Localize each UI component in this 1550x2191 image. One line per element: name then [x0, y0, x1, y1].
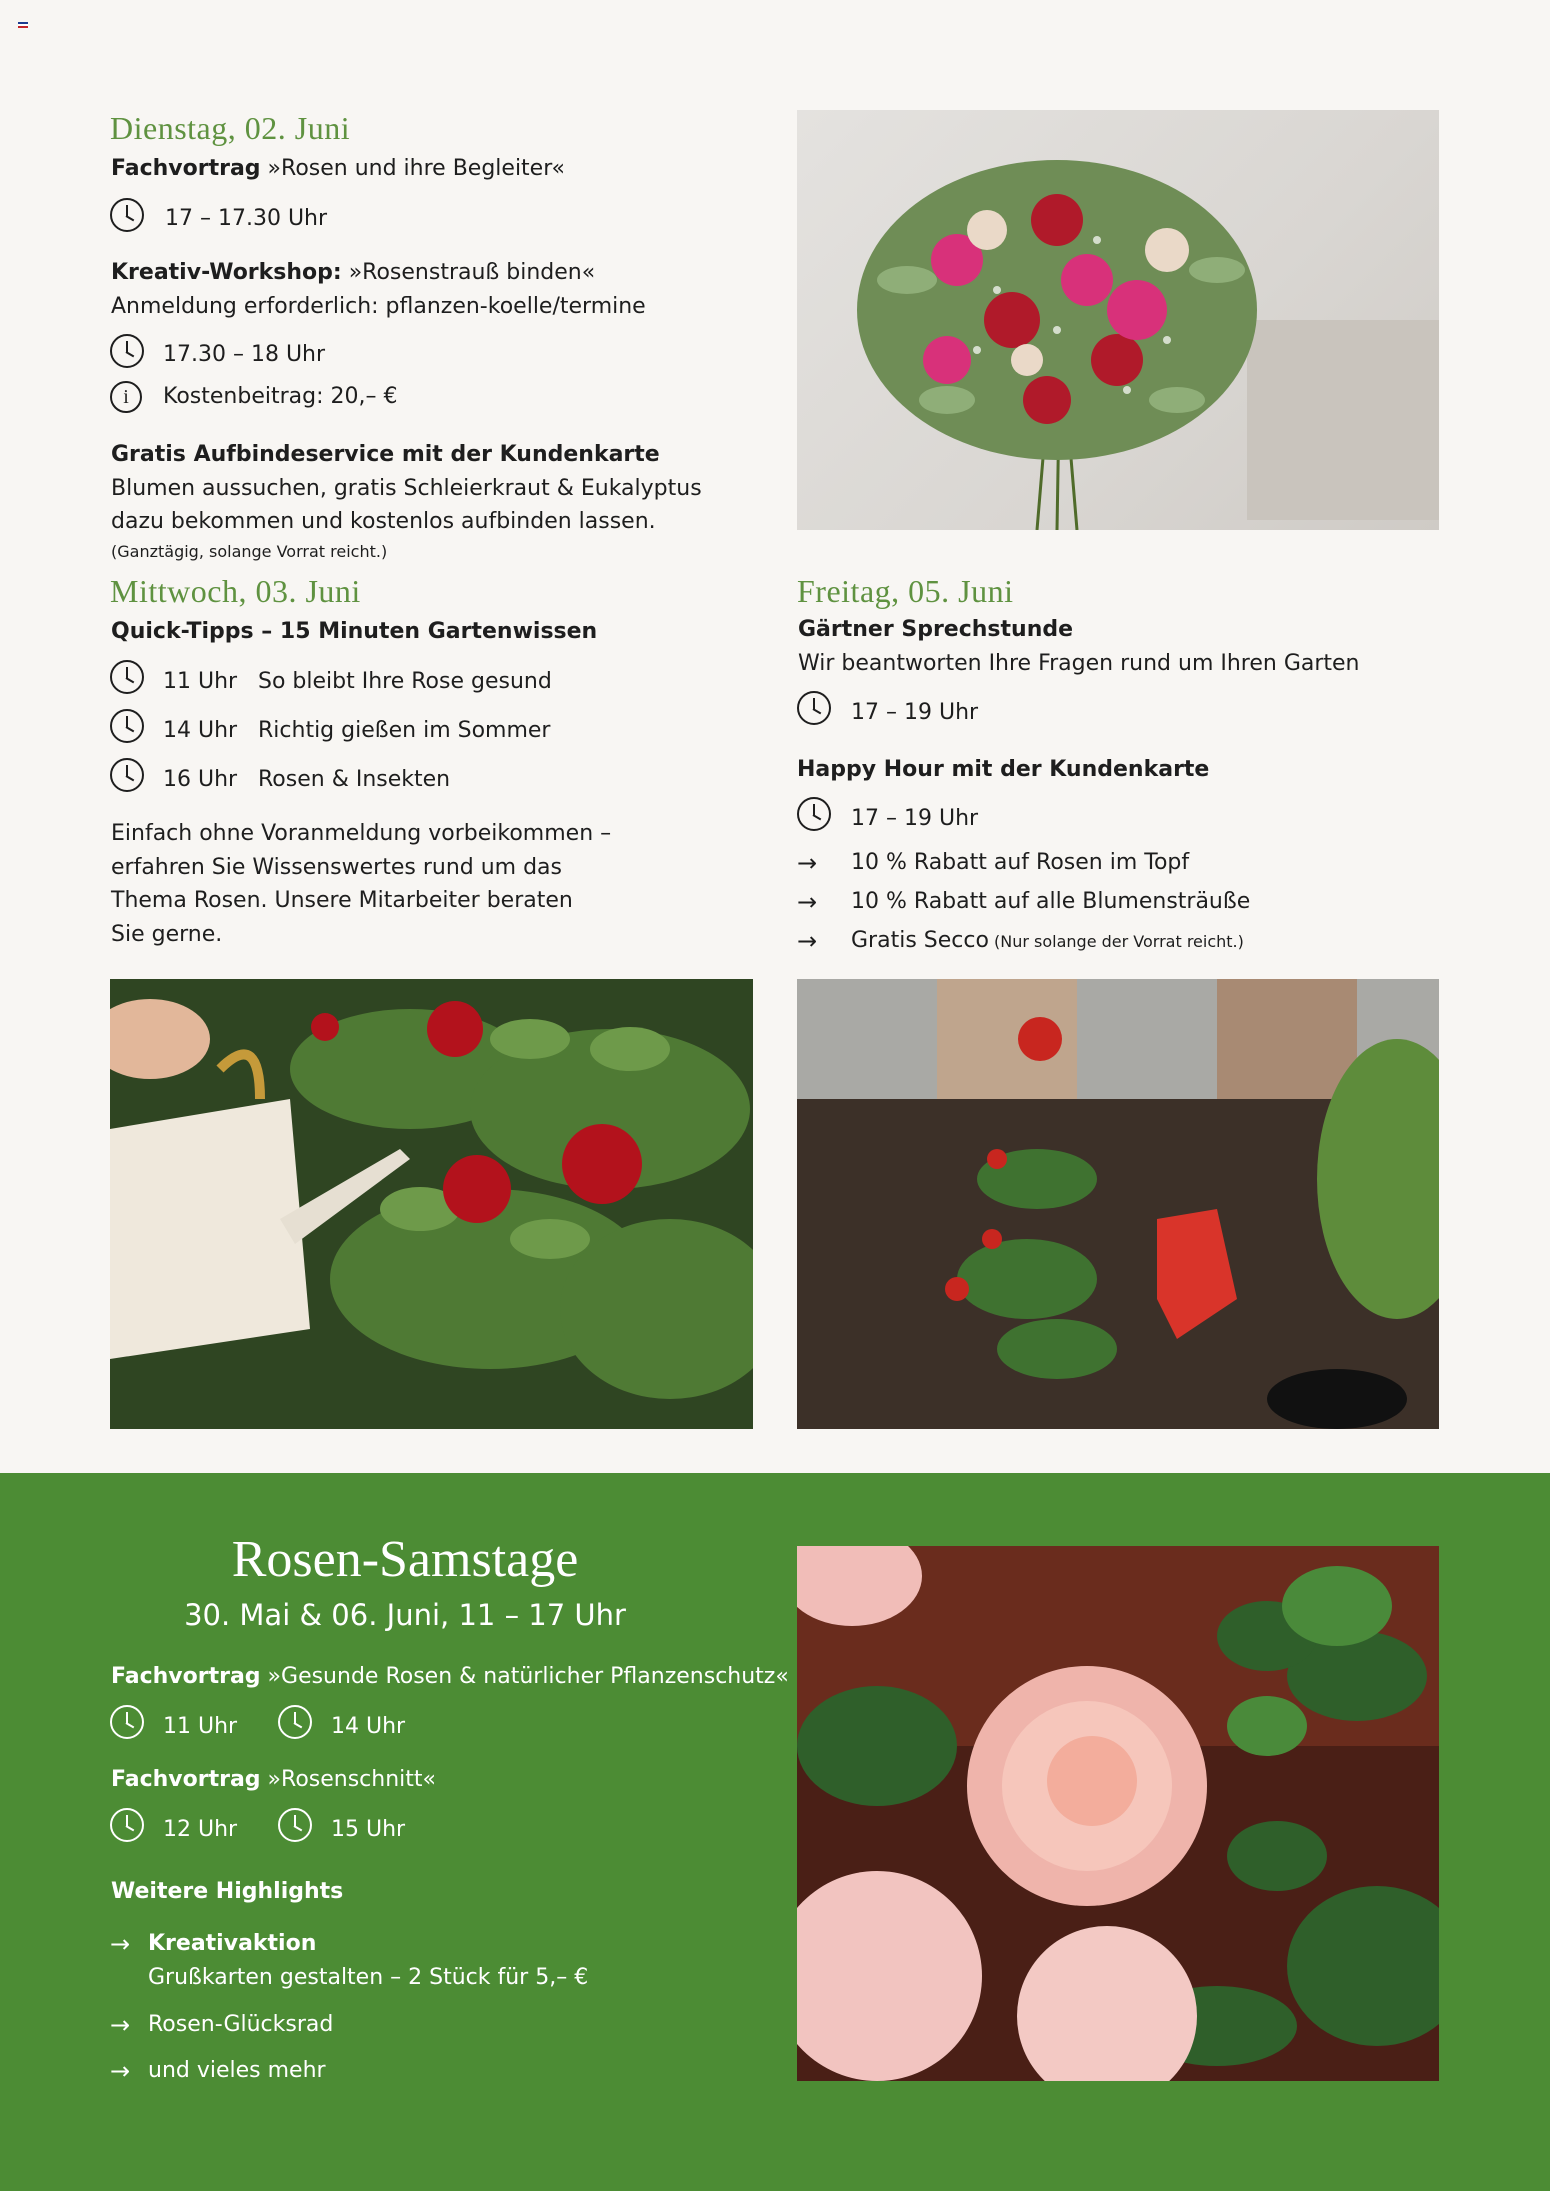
tuesday-workshop	[111, 256, 595, 290]
clock-icon	[110, 758, 144, 792]
offer-text: Gratis Secco	[851, 928, 989, 953]
wednesday-text-line: Thema Rosen. Unsere Mitarbeiter beraten	[111, 888, 573, 913]
tuesday-workshop-registration: Anmeldung erforderlich: pflanzen-koelle/termine	[111, 294, 646, 319]
wednesday-text-line: erfahren Sie Wissenswertes rund um das	[111, 855, 562, 880]
clock-icon	[278, 1705, 312, 1739]
tuesday-talk-title: »Rosen und ihre Begleiter«	[260, 156, 565, 181]
saturday-talk1-label: Fachvortrag	[111, 1664, 261, 1689]
flag-icon	[18, 22, 28, 28]
friday-date: Freitag, 05. Juni	[797, 573, 1014, 609]
clock-icon	[110, 709, 144, 743]
saturday-talk1	[111, 1660, 789, 1694]
arrow-right-icon: →	[797, 927, 818, 955]
session-time: 11 Uhr	[163, 669, 238, 694]
tuesday-workshop-label: Kreativ-Workshop:	[111, 260, 342, 285]
saturday-title: Rosen-Samstage	[231, 1531, 579, 1588]
saturday-talk1-time: 14 Uhr	[331, 1714, 406, 1739]
saturday-talk2	[111, 1763, 436, 1797]
offer-note: (Nur solange der Vorrat reicht.)	[988, 932, 1244, 951]
highlight-sub: Grußkarten gestalten – 2 Stück für 5,– €	[148, 1965, 589, 1990]
clock-icon	[797, 691, 831, 725]
offer-item	[851, 924, 1244, 959]
highlight-title: Rosen-Glücksrad	[148, 2012, 334, 2037]
tuesday-date: Dienstag, 02. Juni	[110, 110, 351, 146]
wednesday-text-line: Einfach ohne Voranmeldung vorbeikommen –	[111, 821, 612, 846]
happy-hour-time: 17 – 19 Uhr	[851, 806, 979, 831]
bouquet-photo	[797, 110, 1439, 530]
pink-rose-photo	[797, 1546, 1439, 2081]
clock-icon	[110, 660, 144, 694]
highlight-title: und vieles mehr	[148, 2058, 326, 2083]
saturday-talk2-time: 12 Uhr	[163, 1817, 238, 1842]
arrow-right-icon: →	[110, 2057, 131, 2085]
clock-icon	[110, 1705, 144, 1739]
friday-subtitle: Wir beantworten Ihre Fragen rund um Ihren Garten	[798, 651, 1360, 676]
tuesday-service-title: Gratis Aufbindeservice mit der Kundenkarte	[111, 442, 660, 467]
wednesday-title: Quick-Tipps – 15 Minuten Gartenwissen	[111, 619, 598, 644]
session-topic: Rosen & Insekten	[258, 767, 451, 792]
clock-icon	[797, 797, 831, 831]
session-topic: So bleibt Ihre Rose gesund	[258, 669, 552, 694]
arrow-right-icon: →	[797, 849, 818, 877]
wednesday-text-line: Sie gerne.	[111, 922, 223, 947]
clock-icon	[110, 334, 144, 368]
session-time: 16 Uhr	[163, 767, 238, 792]
friday-title: Gärtner Sprechstunde	[798, 617, 1074, 642]
clock-icon	[110, 198, 144, 232]
tuesday-workshop-cost: Kostenbeitrag: 20,– €	[163, 384, 398, 409]
session-time: 14 Uhr	[163, 718, 238, 743]
tuesday-workshop-title: »Rosenstrauß binden«	[341, 260, 596, 285]
tuesday-workshop-time: 17.30 – 18 Uhr	[163, 342, 326, 367]
highlights-title: Weitere Highlights	[111, 1879, 344, 1904]
saturday-talk2-title: »Rosenschnitt«	[260, 1767, 436, 1792]
arrow-right-icon: →	[110, 1930, 131, 1958]
clock-icon	[110, 1808, 144, 1842]
arrow-right-icon: →	[797, 888, 818, 916]
offer-item: 10 % Rabatt auf Rosen im Topf	[851, 850, 1190, 875]
arrow-right-icon: →	[110, 2011, 131, 2039]
tuesday-talk-time: 17 – 17.30 Uhr	[165, 206, 328, 231]
saturday-talk1-time: 11 Uhr	[163, 1714, 238, 1739]
friday-time: 17 – 19 Uhr	[851, 700, 979, 725]
planting-rose-photo	[797, 979, 1439, 1429]
tuesday-service-line1: Blumen aussuchen, gratis Schleierkraut & Eukalyptus	[111, 476, 702, 501]
info-icon: i	[110, 381, 142, 413]
watering-roses-photo	[110, 979, 753, 1429]
saturday-talk1-title: »Gesunde Rosen & natürlicher Pflanzenschutz«	[260, 1664, 789, 1689]
tuesday-service-note: (Ganztägig, solange Vorrat reicht.)	[111, 542, 388, 561]
tuesday-talk	[111, 152, 565, 186]
offer-item: 10 % Rabatt auf alle Blumensträuße	[851, 889, 1251, 914]
happy-hour-title: Happy Hour mit der Kundenkarte	[797, 757, 1210, 782]
wednesday-date: Mittwoch, 03. Juni	[110, 573, 361, 609]
tuesday-service-line2: dazu bekommen und kostenlos aufbinden lassen.	[111, 509, 656, 534]
clock-icon	[278, 1808, 312, 1842]
saturday-dates: 30. Mai & 06. Juni, 11 – 17 Uhr	[184, 1598, 626, 1632]
highlight-title: Kreativaktion	[148, 1931, 317, 1956]
tuesday-talk-label: Fachvortrag	[111, 156, 261, 181]
session-topic: Richtig gießen im Sommer	[258, 718, 551, 743]
saturday-talk2-label: Fachvortrag	[111, 1767, 261, 1792]
saturday-talk2-time: 15 Uhr	[331, 1817, 406, 1842]
